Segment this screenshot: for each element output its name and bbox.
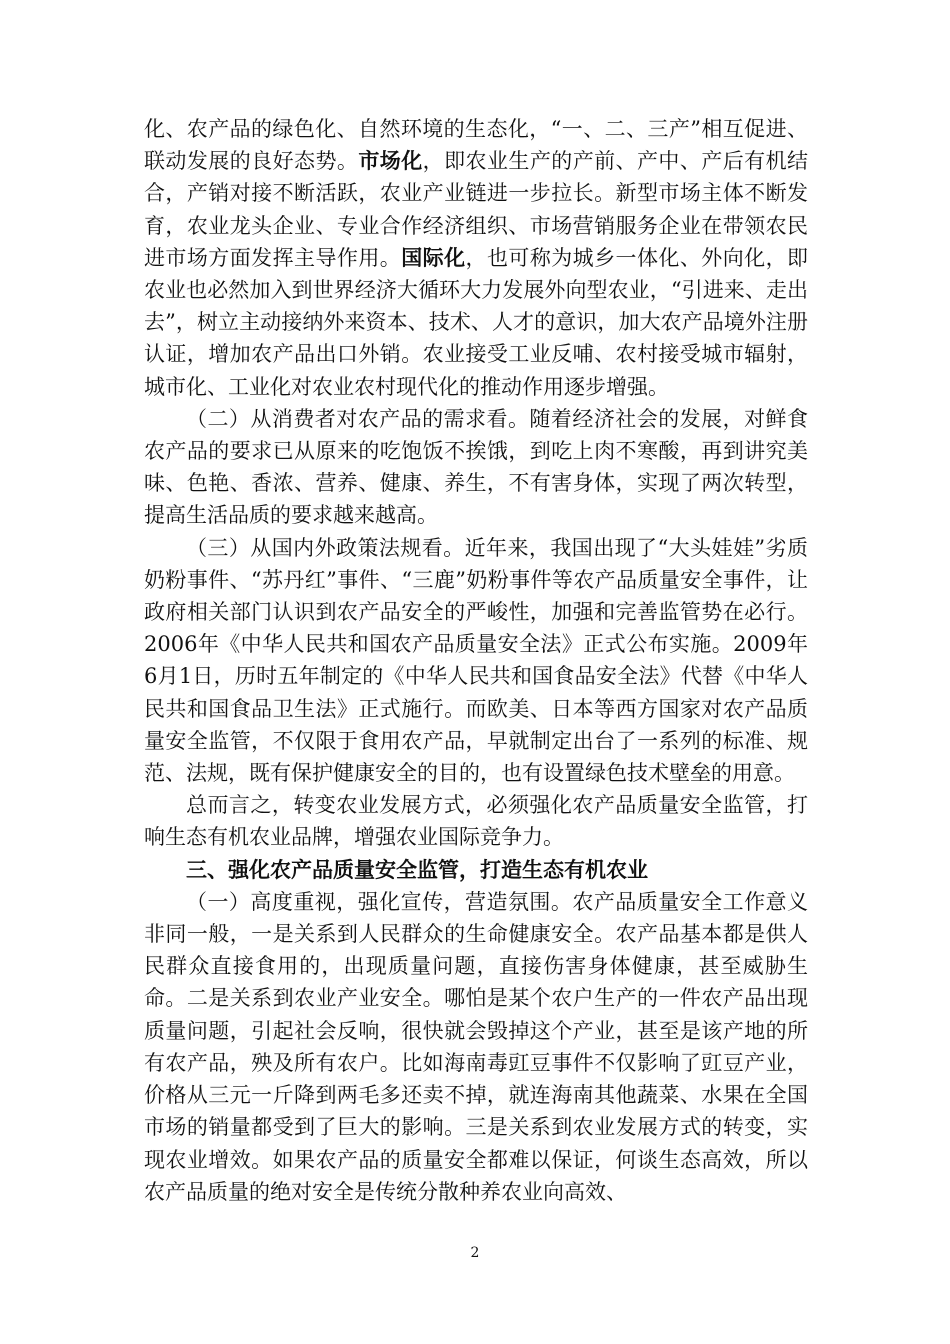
paragraph-text: ，即农业生产的产前、产中、产后有机结合，产销对接不断活跃，农业产业链进一步拉长。新型市场主体不断发育，农业龙头企业、专业合作经济组织、市场营销服务企业在带领农民进市场方面发挥主导作用。 bbox=[144, 149, 809, 270]
paragraph-modernization bbox=[144, 113, 808, 403]
paragraph-publicity: （一）高度重视，强化宣传，营造氛围。农产品质量安全工作意义非同一般，一是关系到人民群众的生命健康安全。农产品基本都是供人民群众直接食用的，出现质量问题，直接伤害身体健康，甚至威胁生命。二是关系到农业产业安全。哪怕是某个农户生产的一件农产品出现质量问题，引起社会反响，很快就会毁掉这个产业，甚至是该产地的所有农产品，殃及所有农户。比如海南毒豇豆事件不仅影响了豇豆产业，价格从三元一斤降到两毛多还卖不掉，就连海南其他蔬菜、水果在全国市场的销量都受到了巨大的影响。三是关系到农业发展方式的转变，实现农业增效。如果农产品的质量安全都难以保证，何谈生态高效，所以农产品质量的绝对安全是传统分散种养农业向高效、 bbox=[144, 889, 808, 1204]
term-marketization: 市场化 bbox=[358, 149, 423, 174]
section-heading-3: 三、强化农产品质量安全监管，打造生态有机农业 bbox=[186, 857, 648, 882]
paragraph-consumer-demand: （二）从消费者对农产品的需求看。随着经济社会的发展，对鲜食农产品的要求已从原来的吃饱饭不挨饿，到吃上肉不寒酸，再到讲究美味、色艳、香浓、营养、健康、养生，不有害身体，实现了两次转型，提高生活品质的要求越来越高。 bbox=[144, 406, 808, 528]
page-number: 2 bbox=[470, 1245, 480, 1261]
paragraph-conclusion: 总而言之，转变农业发展方式，必须强化农产品质量安全监管，打响生态有机农业品牌，增强农业国际竞争力。 bbox=[144, 793, 808, 850]
paragraph-policy-regulations: （三）从国内外政策法规看。近年来，我国出现了“大头娃娃”劣质奶粉事件、“苏丹红”事件、“三鹿”奶粉事件等农产品质量安全事件，让政府相关部门认识到农产品安全的严峻性，加强和完善监管势在必行。2006年《中华人民共和国农产品质量安全法》正式公布实施。2009年6月1日，历时五年制定的《中华人民共和国食品安全法》代替《中华人民共和国食品卫生法》正式施行。而欧美、日本等西方国家对农产品质量安全监管，不仅限于食用农产品，早就制定出台了一系列的标准、规范、法规，既有保护健康安全的目的，也有设置绿色技术壁垒的用意。 bbox=[144, 535, 808, 786]
paragraph-text: ，也可称为城乡一体化、外向化，即农业也必然加入到世界经济大循环大力发展外向型农业，“引进来、走出去”，树立主动接纳外来资本、技术、人才的意识，加大农产品境外注册认证，增加农产品出口外销。农业接受工业反哺、农村接受城市辐射，城市化、工业化对农业农村现代化的推动作用逐步增强。 bbox=[144, 245, 809, 399]
document-body bbox=[144, 113, 808, 1208]
term-internationalization: 国际化 bbox=[401, 245, 466, 270]
paragraph-text: 化、农产品的绿色化、自然环境的生态化，“一、二、三产”相互促进、联动发展的良好态势。 bbox=[144, 117, 808, 174]
